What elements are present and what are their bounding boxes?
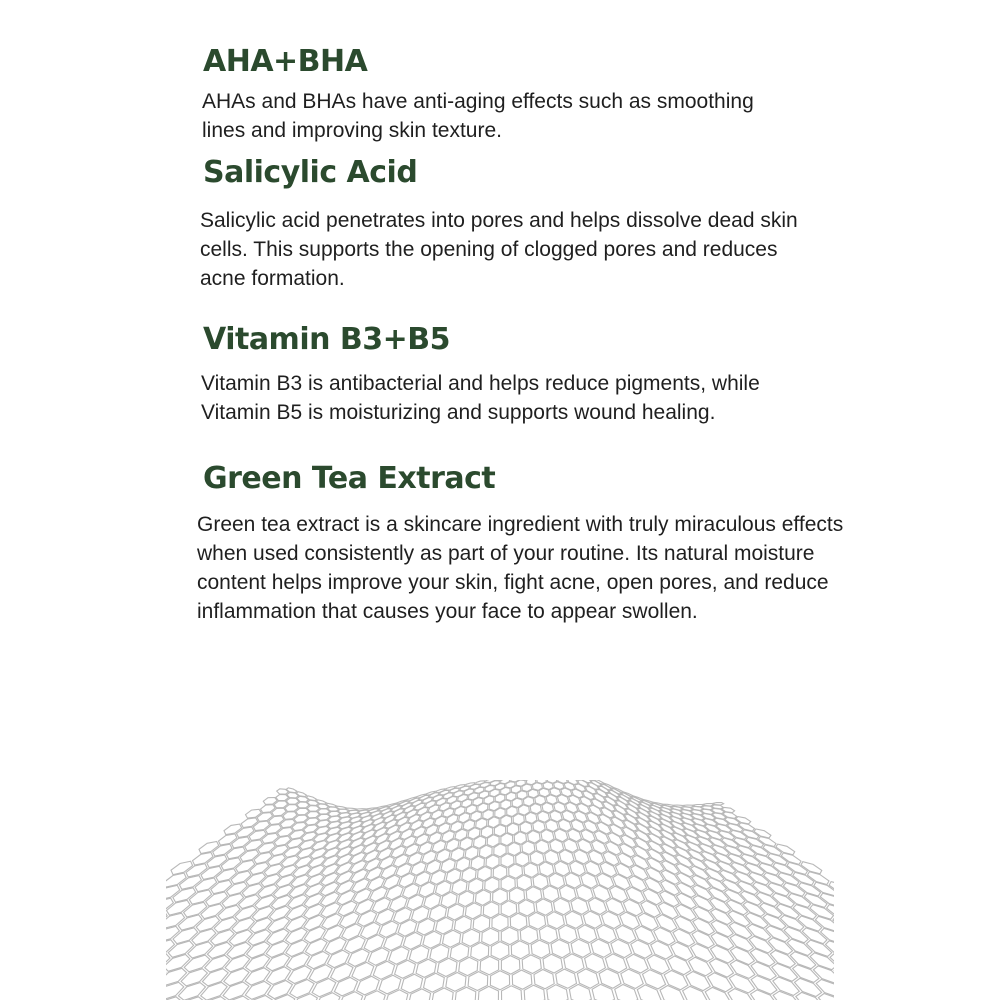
hexagon-cell (689, 957, 713, 976)
text-green-tea-extract: Green tea extract is a skincare ingredient with truly miraculous effects when used consistently as part of your routine. Its natural moisture content helps improve your skin, fight acne, open pores, and reduce inflammation that causes your face to appear swollen. (197, 513, 844, 623)
hexagon-cell (524, 863, 538, 878)
hexagon-cell (173, 928, 198, 944)
hexagon-cell (271, 845, 288, 856)
hexagon-cell (173, 888, 196, 902)
hexagon-cell (216, 869, 236, 882)
hexagon-cell (178, 915, 202, 930)
hexagon-cell (606, 842, 621, 855)
text-aha-bha: AHAs and BHAs have anti-aging effects such as smoothing lines and improving skin texture. (202, 90, 754, 142)
hexagon-cell (379, 857, 394, 869)
hexagon-cell (366, 867, 382, 880)
hexagon-cell (647, 858, 664, 872)
hexagon-cell (611, 817, 625, 828)
hexagon-cell (420, 812, 432, 821)
hexagon-cell (402, 836, 416, 847)
hexagon-cell (589, 850, 605, 864)
hexagon-cell (510, 913, 527, 930)
hexagon-cell (501, 956, 520, 975)
hexagon-cell (249, 830, 266, 840)
hexagon-cell (201, 982, 228, 1000)
hexagon-cell (443, 793, 453, 799)
hexagon-cell (491, 942, 509, 960)
hexagon-cell (626, 887, 644, 903)
hexagon-cell (591, 799, 603, 808)
hexagon-cell (383, 875, 399, 889)
hexagon-cell (428, 805, 439, 813)
hexagon-cell (501, 876, 515, 891)
hexagon-cell (632, 855, 649, 869)
hexagon-cell (651, 941, 673, 959)
hexagon-cell (334, 977, 357, 996)
hexagon-cell (436, 799, 446, 806)
hexagon-cell (592, 840, 607, 853)
hexagon-cell (241, 818, 258, 828)
hexagon-cell (171, 861, 193, 874)
hexagon-cell (355, 899, 373, 914)
hexagon-cell (519, 900, 535, 916)
hexagon-cell (248, 930, 271, 946)
hexagon-cell (408, 853, 423, 866)
hexagon-cell (594, 831, 609, 844)
hexagon-cell (254, 852, 272, 863)
hexagon-cell (357, 976, 380, 995)
hexagon-cell (493, 889, 508, 905)
hexagon-cell (337, 891, 355, 905)
hexagon-cell (309, 965, 332, 983)
hexagon-cell (353, 889, 371, 903)
hexagon-cell (638, 913, 658, 930)
hexagon-cell (634, 846, 650, 859)
hexagon-cell (425, 801, 436, 808)
hexagon-cell (264, 864, 283, 876)
hexagon-cell (429, 832, 442, 843)
hexagon-cell (533, 874, 548, 889)
hexagon-cell (167, 900, 191, 915)
hexagon-cell (307, 806, 319, 812)
hexagon-cell (673, 929, 695, 946)
hexagon-cell (307, 952, 329, 969)
hexagon-cell (583, 791, 595, 800)
hexagon-cell (381, 866, 397, 879)
hexagon-cell (620, 912, 640, 929)
hexagon-cell (348, 949, 369, 966)
heading-green-tea-extract: Green Tea Extract (203, 461, 496, 496)
hexagon-cell (517, 875, 532, 890)
hexagon-cell (385, 990, 408, 1000)
hexagon-cell (683, 986, 708, 1000)
hexagon-cell (686, 972, 710, 991)
hexagon-cell (654, 928, 675, 946)
hexagon-cell (221, 858, 241, 870)
hexagon-cell (290, 980, 314, 998)
hexagon-cell (413, 827, 426, 837)
hexagon-cell (608, 833, 623, 846)
hexagon-cell (585, 786, 596, 793)
hexagon-mesh-decoration (166, 780, 834, 1000)
hexagon-cell (405, 844, 419, 856)
hexagon-cell (391, 846, 406, 858)
hexagon-cell (376, 841, 390, 852)
hexagon-cell (340, 912, 360, 928)
hexagon-cell (342, 924, 362, 940)
hexagon-cell (589, 805, 602, 815)
hexagon-cell (434, 816, 446, 826)
hexagon-cell (606, 898, 625, 915)
hexagon-cell (297, 802, 309, 808)
hexagon-cell (660, 891, 679, 907)
hexagon-cell (623, 899, 642, 915)
hexagon-cell (578, 780, 588, 786)
hexagon-cell (222, 894, 244, 908)
hexagon-cell (480, 956, 499, 974)
hexagon-cell (389, 838, 403, 849)
hexagon-cell (676, 905, 697, 921)
hexagon-cell (530, 851, 544, 865)
hexagon-cell (407, 895, 424, 910)
hexagon-cell (232, 837, 250, 848)
hexagon-cell (522, 841, 535, 854)
hexagon-cell (656, 915, 677, 932)
hexagon-cell (240, 850, 259, 862)
hexagon-cell (512, 970, 532, 989)
hexagon-cell (398, 823, 411, 832)
hexagon-cell (610, 886, 628, 902)
hexagon-cell (262, 833, 279, 843)
hexagon-cell (647, 955, 669, 974)
hexagon-cell (201, 866, 222, 879)
hexagon-cell (166, 926, 179, 942)
hexagon-cell (364, 935, 384, 952)
hexagon-cell (352, 962, 374, 980)
hexagon-cell (224, 824, 242, 835)
hexagon-cell (569, 795, 581, 805)
hexagon-cell (536, 899, 553, 915)
hexagon-cell (431, 810, 442, 819)
hexagon-cell (429, 793, 439, 798)
hexagon-cell (207, 855, 227, 867)
hexagon-cell (274, 836, 290, 846)
hexagon-cell (184, 902, 207, 917)
hexagon-cell (368, 948, 389, 966)
hexagon-cell (626, 954, 648, 973)
hexagon-cell (422, 851, 436, 864)
hexagon-cell (322, 914, 342, 929)
hexagon-cell (246, 873, 266, 886)
hexagon-cell (388, 832, 402, 842)
hexagon-cell (365, 859, 381, 871)
hexagon-cell (368, 877, 385, 891)
hexagon-cell (245, 840, 263, 851)
hexagon-cell (440, 790, 450, 795)
hexagon-cell (323, 925, 344, 941)
hexagon-cell (195, 878, 217, 892)
hexagon-cell (618, 853, 634, 867)
hexagon-cell (399, 873, 415, 887)
hexagon-cell (325, 938, 346, 955)
hexagon-cell (592, 984, 615, 1000)
hexagon-cell (258, 843, 275, 854)
hexagon-cell (574, 811, 587, 822)
hexagon-cell (433, 795, 443, 801)
hexagon-cell (501, 901, 517, 917)
hexagon-cell (637, 985, 661, 1000)
hexagon-cell (603, 852, 619, 866)
hexagon-mesh-graphic (166, 780, 834, 1000)
hexagon-cell (468, 972, 488, 991)
hexagon-cell (600, 862, 616, 877)
hexagon-cell (410, 820, 422, 830)
hexagon-cell (396, 864, 412, 877)
hexagon-cell (296, 808, 309, 815)
hexagon-cell (219, 834, 237, 845)
hexagon-cell (675, 916, 696, 933)
hexagon-cell (620, 844, 636, 857)
hexagon-cell (597, 822, 611, 834)
text-salicylic-acid: Salicylic acid penetrates into pores and helps dissolve dead skin cells. This supports the opening of clogged pores and reduces acne formation. (200, 209, 798, 290)
hexagon-cell (432, 841, 445, 853)
hexagon-cell (531, 940, 550, 958)
hexagon-cell (793, 965, 819, 983)
hexagon-cell (225, 955, 250, 972)
hexagon-cell (534, 970, 554, 989)
hexagon-cell (285, 805, 298, 812)
hexagon-cell (286, 798, 299, 804)
hexagon-cell (511, 941, 529, 959)
hexagon-cell (572, 789, 583, 798)
hexagon-cell (373, 961, 394, 979)
hexagon-cell (352, 879, 369, 893)
hexagon-cell (615, 985, 638, 1000)
hexagon-cell (400, 829, 413, 839)
hexagon-cell (189, 890, 211, 904)
hexagon-cell (213, 844, 232, 856)
hexagon-cell (425, 825, 438, 835)
hexagon-cell (520, 822, 532, 834)
hexagon-cell (201, 904, 224, 919)
hexagon-cell (202, 969, 228, 986)
hexagon-cell (250, 863, 269, 875)
hexagon-cell (641, 901, 661, 917)
hexagon-cell (833, 916, 834, 931)
hexagon-cell (331, 964, 353, 982)
hexagon-cell (417, 807, 428, 815)
heading-salicylic-acid: Salicylic Acid (203, 155, 418, 190)
hexagon-mesh-cells (166, 780, 834, 1000)
hexagon-cell (236, 860, 255, 872)
hexagon-cell (658, 903, 678, 919)
hexagon-cell (386, 885, 403, 900)
hexagon-cell (362, 991, 385, 1000)
hexagon-cell (408, 815, 420, 824)
hexagon-cell (287, 838, 303, 848)
hexagon-cell (516, 852, 529, 866)
hexagon-cell (528, 831, 541, 844)
hexagon-cell (237, 827, 254, 837)
hexagon-cell (438, 823, 450, 834)
hexagon-cell (386, 825, 399, 834)
hexagon-cell (227, 847, 246, 859)
heading-vitamin-b3-b5: Vitamin B3+B5 (203, 322, 451, 357)
hexagon-cell (581, 830, 595, 843)
hexagon-cell (312, 979, 336, 997)
hexagon-cell (643, 970, 666, 989)
hexagon-cell (510, 888, 525, 904)
hexagon-cell (613, 874, 630, 889)
hexagon-cell (186, 864, 207, 877)
hexagon-cell (522, 955, 541, 974)
hexagon-cell (580, 797, 592, 807)
hexagon-cell (482, 928, 499, 945)
hexagon-cell (671, 942, 693, 960)
hexagon-cell (587, 813, 600, 824)
hexagon-cell (661, 880, 680, 895)
hexagon-cell (539, 926, 557, 944)
hexagon-cell (338, 901, 357, 916)
hexagon-cell (377, 848, 392, 860)
hexagon-cell (199, 842, 219, 854)
hexagon-cell (635, 926, 656, 944)
hexagon-cell (509, 864, 523, 878)
hexagon-cell (419, 842, 433, 854)
hexagon-cell (196, 916, 219, 931)
hexagon-cell (193, 852, 214, 865)
hexagon-cell (664, 971, 688, 990)
hexagon-cell (535, 796, 546, 805)
hexagon-cell (668, 956, 691, 975)
hexagon-cell (629, 876, 647, 891)
hexagon-cell (276, 794, 289, 800)
hexagon-cell (227, 882, 248, 895)
hexagon-cell (414, 803, 425, 810)
hexagon-cell (416, 834, 429, 845)
hexagon-cell (601, 808, 614, 818)
hexagon-cell (520, 926, 538, 944)
hexagon-cell (584, 821, 598, 833)
text-vitamin-b3-b5: Vitamin B3 is antibacterial and helps reduce pigments, while Vitamin B5 is moisturizing and supports wound healing. (201, 372, 760, 424)
hexagon-cell (370, 887, 387, 901)
hexagon-cell (533, 821, 545, 833)
hexagon-cell (646, 868, 664, 882)
hexagon-cell (645, 878, 663, 893)
hexagon-cell (384, 934, 404, 951)
hexagon-cell (364, 850, 379, 862)
hexagon-cell (206, 892, 228, 906)
hexagon-cell (492, 914, 508, 931)
hexagon-cell (179, 876, 201, 890)
hexagon-cell (501, 927, 518, 944)
hexagon-cell (396, 817, 408, 825)
hexagon-cell (621, 835, 636, 847)
hexagon-cell (447, 796, 457, 803)
hexagon-cell (439, 803, 450, 811)
hexagon-cell (432, 988, 453, 1000)
hexagon-cell (231, 871, 251, 884)
hexagon-cell (394, 908, 412, 924)
hexagon-cell (575, 784, 586, 792)
hexagon-cell (403, 884, 420, 899)
hexagon-cell (490, 971, 509, 990)
hexagon-cell (361, 922, 381, 938)
hexagon-cell (415, 872, 431, 886)
hexagon-cell (393, 855, 408, 868)
hexagon-cell (268, 854, 286, 865)
hexagon-cell (379, 921, 398, 937)
hexagon-cell (422, 798, 432, 804)
hexagon-cell (705, 987, 731, 1000)
heading-aha-bha: AHA+BHA (203, 44, 368, 79)
hexagon-cell (577, 804, 589, 814)
hexagon-cell (358, 911, 377, 927)
hexagon-cell (443, 808, 454, 817)
hexagon-cell (351, 869, 368, 882)
hexagon-cell (599, 815, 613, 826)
hexagon-cell (610, 825, 624, 837)
hexagon-cell (631, 865, 648, 880)
hexagon-cell (409, 989, 431, 1000)
hexagon-cell (616, 863, 633, 878)
hexagon-cell (411, 862, 426, 875)
hexagon-cell (526, 887, 542, 903)
hexagon-cell (422, 818, 434, 828)
hexagon-cell (643, 889, 662, 905)
hexagon-cell (597, 873, 614, 888)
hexagon-cell (327, 950, 349, 967)
hexagon-cell (795, 978, 822, 996)
hexagon-cell (406, 810, 418, 818)
hexagon-cell (631, 940, 652, 958)
hexagon-cell (398, 920, 417, 937)
hexagon-cell (390, 896, 408, 911)
hexagon-cell (529, 912, 546, 929)
hexagon-cell (768, 938, 792, 955)
hexagon-cell (376, 909, 395, 925)
hexagon-cell (530, 804, 541, 814)
hexagon-cell (345, 936, 366, 953)
hexagon-cell (166, 873, 186, 887)
hexagon-cell (660, 986, 684, 1000)
hexagon-cell (350, 861, 366, 873)
hexagon-cell (372, 898, 390, 913)
hexagon-cell (318, 809, 330, 814)
hexagon-cell (211, 880, 232, 893)
hexagon-cell (616, 925, 636, 943)
